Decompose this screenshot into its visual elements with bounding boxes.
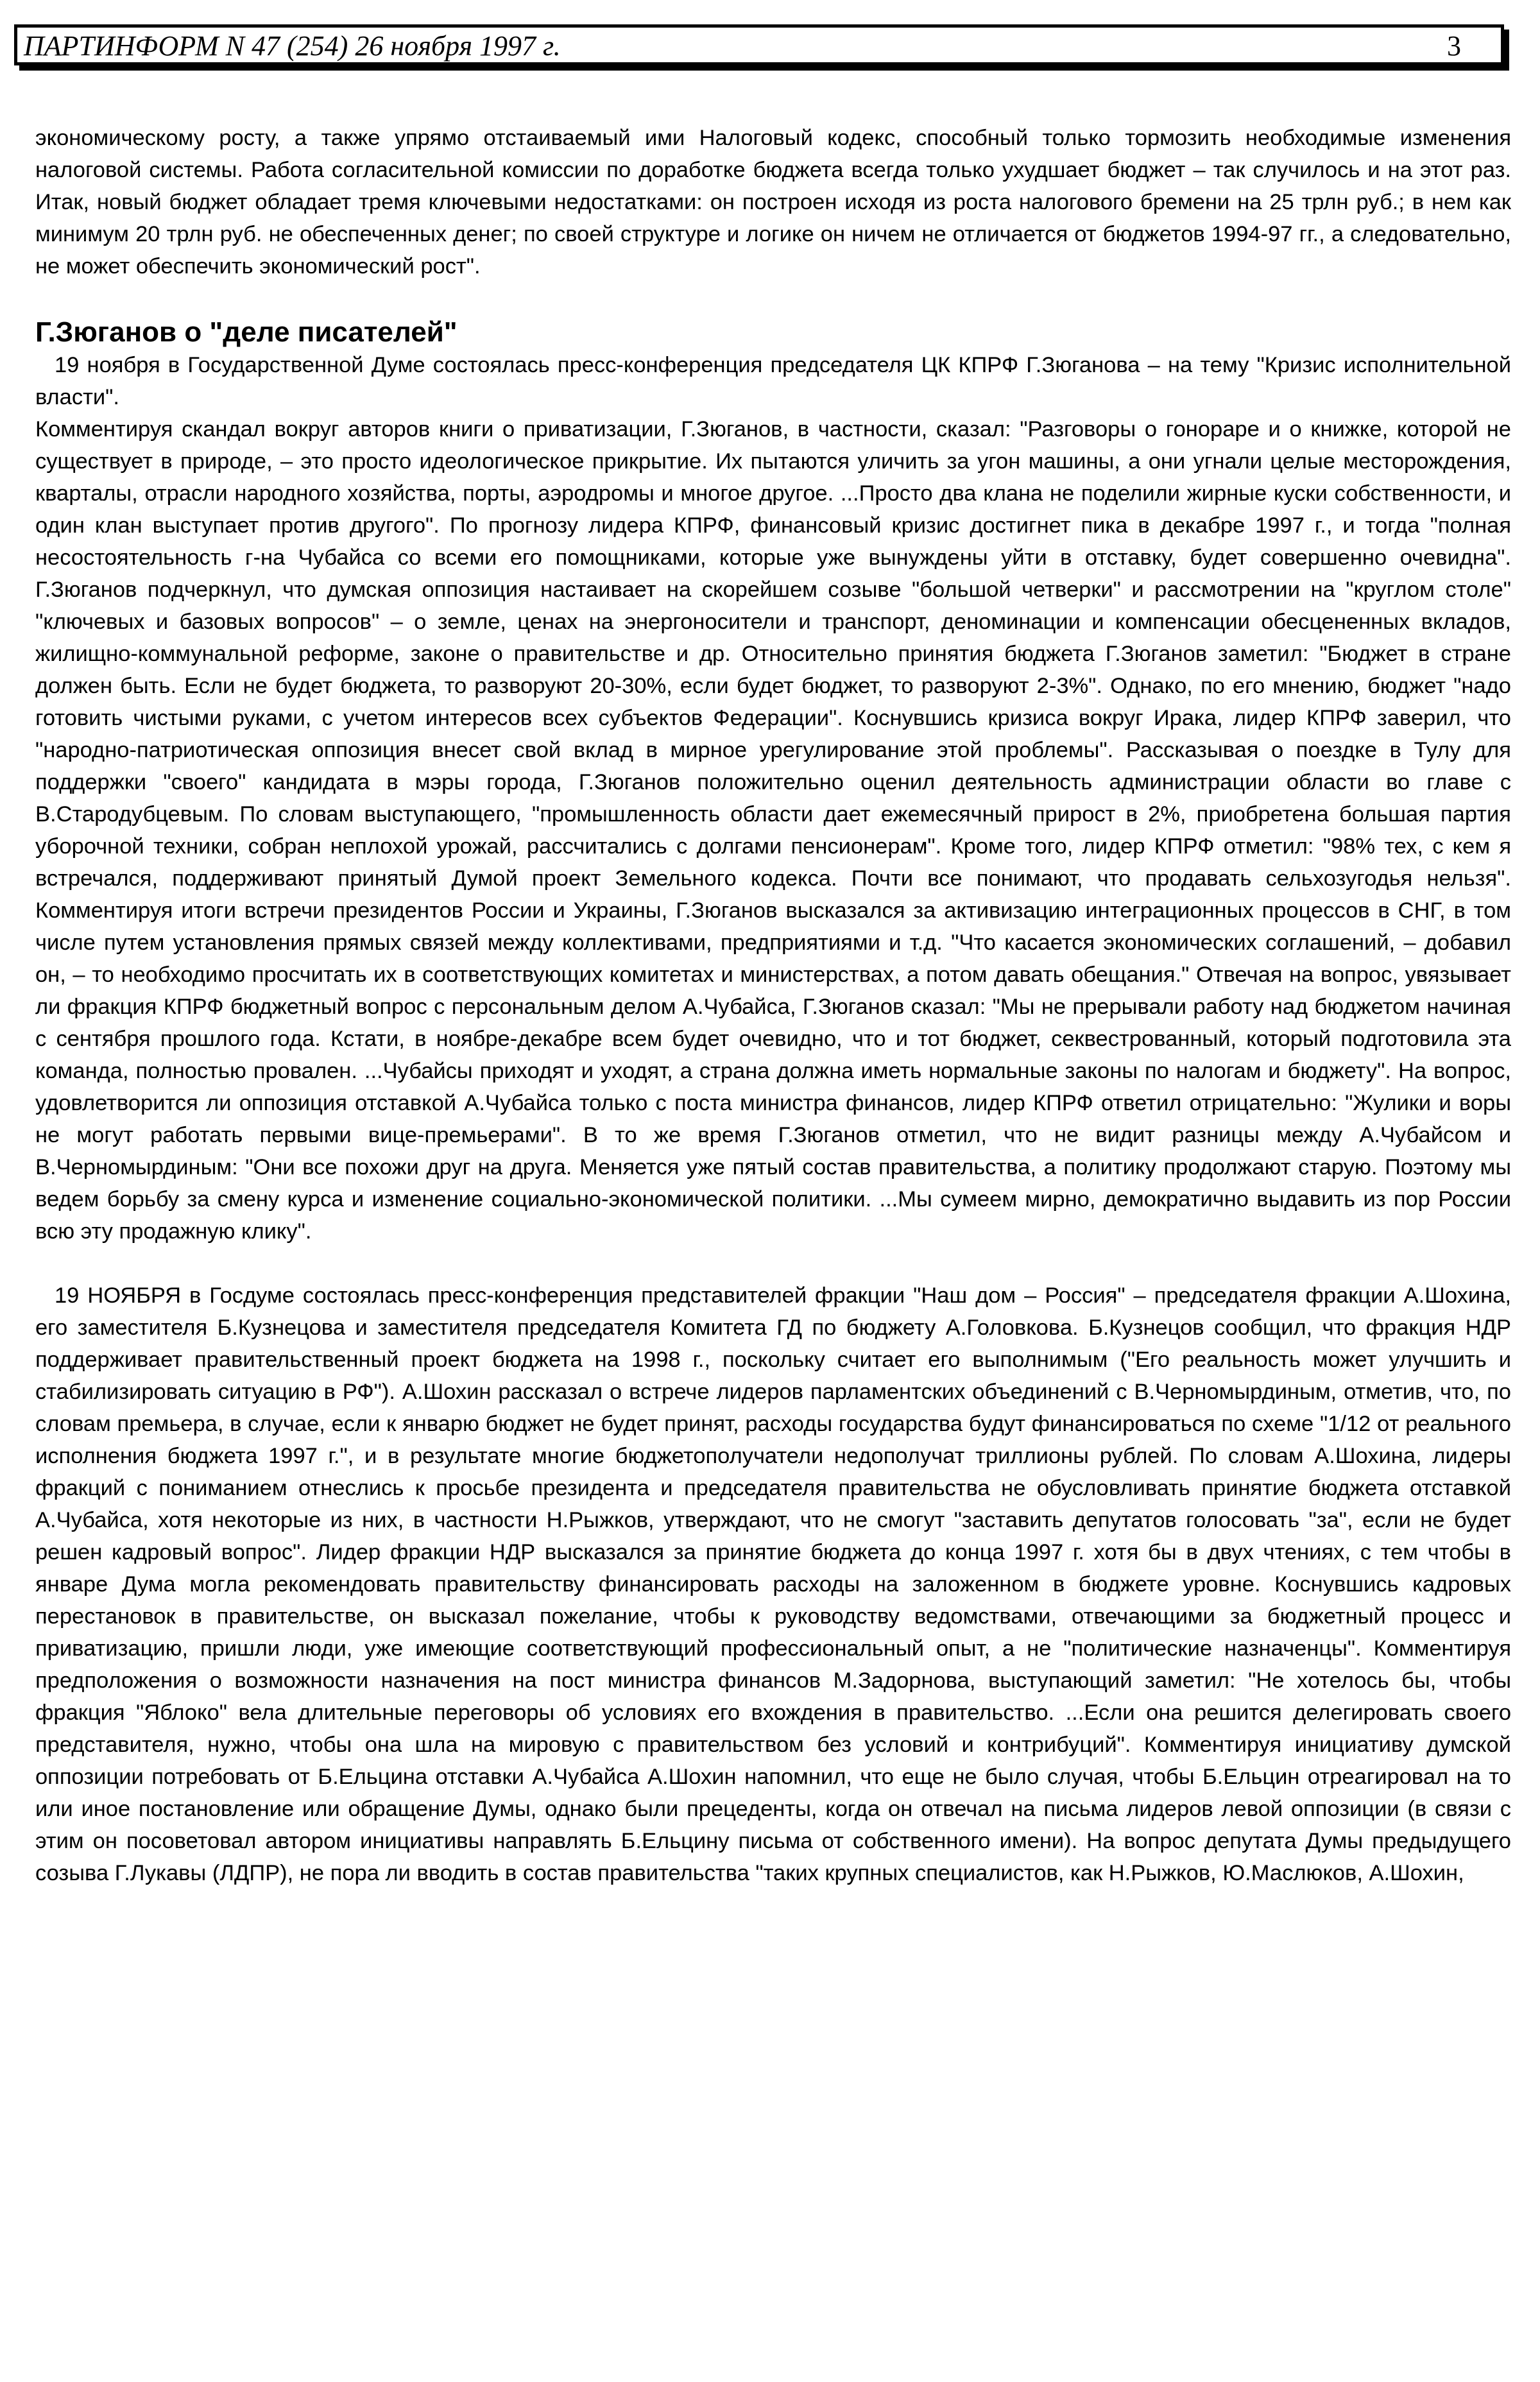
paragraph-2: Комментируя скандал вокруг авторов книги о приватизации, Г.Зюганов, в частности, сказал: "Разговоры о гонораре и о книжке, которой не существует в природе, – это просто идеологическое прикрытие. Их пытаются уличить за угон машины, а они угнали целые месторождения, кварталы, отрасли народного хозяйства, порты, аэродромы и многое другое. ...Просто два клана не поделили жирные куски собственности, и один клан выступает против другого". По прогнозу лидера КПРФ, финансовый кризис достигнет пика в декабре 1997 г., и тогда "полная несостоятельность г-на Чубайса со всеми его помощниками, которые уже вынуждены уйти в отставку, будет совершенно очевидна". Г.Зюганов подчеркнул, что думская оппозиция настаивает на скорейшем созыве "большой четверки" и рассмотрении на "круглом столе" "ключевых и базовых вопросов" – о земле, ценах на энергоносители и транспорт, деноминации и компенсации обесцененных вкладов, жилищно-коммунальной реформе, законе о правительстве и др. Относительно принятия бюджета Г.Зюганов заметил: "Бюджет в стране должен быть. Если не будет бюджета, то разворуют 20-30%, если будет бюджет, то разворуют 2-3%". Однако, по его мнению, бюджет "надо готовить чистыми руками, с учетом интересов всех субъектов Федерации". Коснувшись кризиса вокруг Ирака, лидер КПРФ заверил, что "народно-патриотическая оппозиция внесет свой вклад в мирное урегулирование этой проблемы". Рассказывая о поездке в Тулу для поддержки "своего" кандидата в мэры города, Г.Зюганов положительно оценил деятельность администрации области во главе с В.Стародубцевым. По словам выступающего, "промышленность области дает ежемесячный прирост в 2%, приобретена большая партия уборочной техники, собран неплохой урожай, рассчитались с долгами пенсионерам". Кроме того, лидер КПРФ отметил: "98% тех, с кем я встречался, поддерживают принятый Думой проект Земельного кодекса. Почти все понимают, что продавать сельхозугодья нельзя". Комментируя итоги встречи президентов России и Украины, Г.Зюганов высказался за активизацию интеграционных процессов в СНГ, в том числе путем установления прямых связей между коллективами, предприятиями и т.д. "Что касается экономических соглашений, – добавил он, – то необходимо просчитать их в соответствующих комитетах и министерствах, а потом давать обещания." Отвечая на вопрос, увязывает ли фракция КПРФ бюджетный вопрос с персональным делом А.Чубайса, Г.Зюганов сказал: "Мы не прерывали работу над бюджетом начиная с сентября прошлого года. Кстати, в ноябре-декабре всем будет очевидно, что и тот бюджет, секвестрованный, который подготовила эта команда, полностью провален. ...Чубайсы приходят и уходят, а страна должна иметь нормальные законы по налогам и бюджету". На вопрос, удовлетворится ли оппозиция отставкой А.Чубайса только с поста министра финансов, лидер КПРФ ответил отрицательно: "Жулики и воры не могут работать первыми вице-премьерами". В то же время Г.Зюганов отметил, что не видит разницы между А.Чубайсом и В.Черномырдиным: "Они все похожи друг на друга. Меняется уже пятый состав правительства, а политику продолжают старую. Поэтому мы ведем борьбу за смену курса и изменение социально-экономической политики. ...Мы сумеем мирно, демократично выдавить из пор России всю эту продажную клику". (35, 417, 1511, 1244)
paragraph-gap (35, 1247, 1511, 1280)
article-body (35, 122, 1511, 1889)
page-number: 3 (1447, 30, 1461, 62)
publication-title: ПАРТИНФОРМ N 47 (254) 26 ноября 1997 г. (24, 30, 561, 62)
article-heading: Г.Зюганов о "деле писателей" (35, 316, 458, 348)
paragraph-3: 19 НОЯБРЯ в Госдуме состоялась пресс-конференция представителей фракции "Наш дом – Россия" – председателя фракции А.Шохина, его заместителя Б.Кузнецова и заместителя председателя Комитета ГД по бюджету А.Головкова. Б.Кузнецов сообщил, что фракция НДР поддерживает правительственный проект бюджета на 1998 г., поскольку считает его выполнимым ("Его реальность может улучшить и стабилизировать ситуацию в РФ"). А.Шохин рассказал о встрече лидеров парламентских объединений с В.Черномырдиным, отметив, что, по словам премьера, в случае, если к январю бюджет не будет принят, расходы государства будут финансироваться по схеме "1/12 от реального исполнения бюджета 1997 г.", и в результате многие бюджетополучатели недополучат триллионы рублей. По словам А.Шохина, лидеры фракций с пониманием отнеслись к просьбе президента и председателя правительства не обусловливать принятие бюджета отставкой А.Чубайса, хотя некоторые из них, в частности Н.Рыжков, утверждают, что не смогут "заставить депутатов голосовать "за", если не будет решен кадровый вопрос". Лидер фракции НДР высказался за принятие бюджета до конца 1997 г. хотя бы в двух чтениях, с тем чтобы в январе Дума могла рекомендовать правительству финансировать расходы на заложенном в бюджете уровне. Коснувшись кадровых перестановок в правительстве, он высказал пожелание, чтобы к руководству ведомствами, отвечающими за бюджетный процесс и приватизацию, пришли люди, уже имеющие соответствующий профессиональный опыт, а не "политические назначенцы". Комментируя предположения о возможности назначения на пост министра финансов М.Задорнова, выступающий заметил: "Не хотелось бы, чтобы фракция "Яблоко" вела длительные переговоры об условиях его вхождения в правительство. ...Если она решится делегировать своего представителя, нужно, чтобы она шла на мировую с правительством без условий и контрибуций". Комментируя инициативу думской оппозиции потребовать от Б.Ельцина отставки А.Чубайса А.Шохин напомнил, что еще не было случая, чтобы Б.Ельцин отреагировал на то или иное постановление или обращение Думы, однако были прецеденты, когда он отвечал на письма лидеров левой оппозиции (в связи с этим он посоветовал автором инициативы направлять Б.Ельцину письма от собственного имени). На вопрос депутата Думы предыдущего созыва Г.Лукавы (ЛДПР), не пора ли вводить в состав правительства "таких крупных специалистов, как Н.Рыжков, Ю.Маслюков, А.Шохин, (35, 1283, 1511, 1885)
continuation-paragraph: экономическому росту, а также упрямо отстаиваемый ими Налоговый кодекс, способный только тормозить необходимые изменения налоговой системы. Работа согласительной комиссии по доработке бюджета всегда только ухудшает бюджет – так случилось и на этот раз. Итак, новый бюджет обладает тремя ключевыми недостатками: он построен исходя из роста налогового бремени на 25 трлн руб.; в нем как минимум 20 трлн руб. не обеспеченных денег; по своей структуре и логике он ничем не отличается от бюджетов 1994-97 гг., а следовательно, не может обеспечить экономический рост". (35, 126, 1511, 278)
page-header (14, 24, 1504, 65)
paragraph-1: 19 ноября в Государственной Думе состоялась пресс-конференция председателя ЦК КПРФ Г.Зюганова – на тему "Кризис исполнительной власти". (35, 353, 1511, 409)
